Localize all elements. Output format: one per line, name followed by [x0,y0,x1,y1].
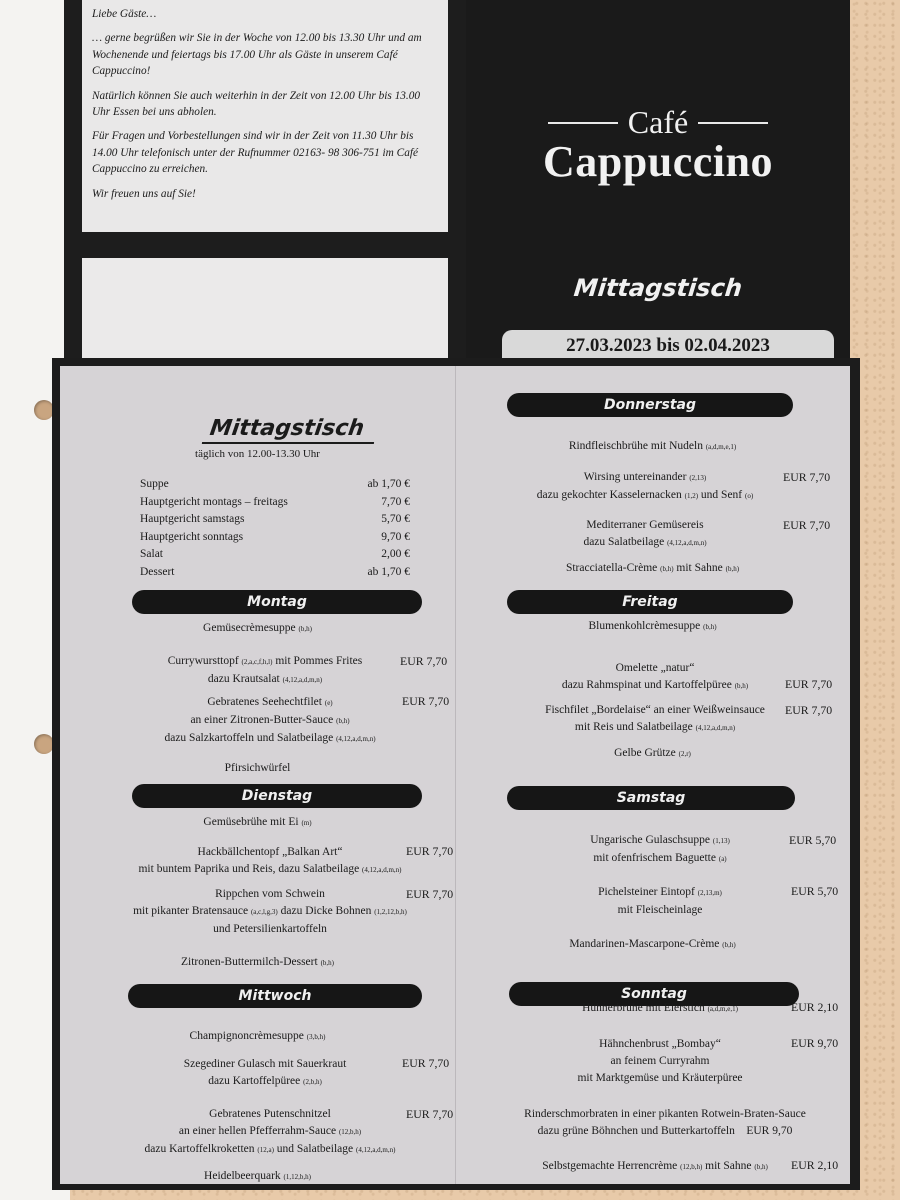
freitag-dish-2 [485,702,825,737]
allergen-codes: (b,h) [725,565,740,573]
allergen-codes: (2,a,c,f,h,l) [241,658,273,666]
dish-text: dazu grüne Böhnchen und Butterkartoffeln [537,1125,735,1137]
montag-soup [60,620,455,638]
allergen-codes: (4,12,a,d,m,n) [362,866,402,874]
allergen-codes: (2,b,h) [303,1078,322,1086]
allergen-codes: (o) [745,492,754,500]
mittwoch-dish-2 [100,1106,440,1159]
dish-text: Heidelbeerquark [204,1170,281,1182]
dish-text: Hähnchenbrust „Bombay“ [599,1038,721,1050]
freitag-dish-2-price: EUR 7,70 [785,703,833,717]
welcome-card [64,0,466,236]
dish-text: und Salatbeilage [276,1143,354,1155]
price-value: ab 1,70 € [367,478,410,490]
welcome-note [82,0,448,232]
dienstag-dish-2-price: EUR 7,70 [406,887,454,901]
dish-text: dazu gekochter Kasselernacken [536,489,682,501]
menu-cover [466,0,850,364]
allergen-codes: (1,13) [712,837,730,845]
dish-text: mit ofenfrischem Baguette [593,852,716,864]
sonntag-dish-1 [515,1036,805,1087]
donnerstag-dish-2-price: EUR 7,70 [783,518,831,532]
blank-card [64,236,466,364]
montag-dessert: Pfirsichwürfel [224,762,291,774]
sonntag-soup-price: EUR 2,10 [791,1000,839,1014]
price-row [140,496,410,514]
dish-text: dazu Kartoffelpüree [208,1075,301,1087]
dish-text: Zitronen-Buttermilch-Dessert [181,956,318,968]
dish-text: mit Pommes Frites [275,655,363,667]
allergen-codes: (b,h) [734,682,749,690]
allergen-codes: (2,13,m) [697,889,722,897]
dienstag-dish-1-price: EUR 7,70 [406,844,454,858]
dish-text: Rippchen vom Schwein [215,888,325,900]
donnerstag-dish-1-price: EUR 7,70 [783,470,831,484]
freitag-dish-1 [495,660,815,695]
samstag-dish-2-price: EUR 5,70 [791,884,839,898]
allergen-codes: (4,12,a,d,m,n) [695,724,736,732]
dish-text: Szegediner Gulasch mit Sauerkraut [183,1058,347,1070]
note-paragraph-pickup: Natürlich können Sie auch weiterhin in der Zeit von 12.00 Uhr bis 13.00 Uhr Essen bei uns abholen. [92,89,421,119]
samstag-dish-1-price: EUR 5,70 [789,833,837,847]
day-bar-samstag: Samstag [507,786,795,810]
dienstag-dish-2 [90,886,450,938]
sonntag-soup [515,1000,805,1018]
price-item: Suppe [140,478,169,490]
allergen-codes: (b,h) [320,959,334,967]
allergen-codes: (a,c,l,g,3) [250,908,278,916]
dish-text: mit Marktgemüse und Kräuterpüree [577,1072,743,1084]
dish-text: dazu Dicke Bohnen [280,905,372,917]
day-bar-montag: Montag [132,590,422,614]
price-item: Hauptgericht samstags [140,513,245,525]
allergen-codes: (2,r) [678,750,691,758]
mittagstisch-hours: täglich von 12.00-13.30 Uhr [195,448,320,460]
allergen-codes: (b,h) [754,1163,768,1171]
price-value: 9,70 € [381,530,410,543]
dish-text: Gebratenes Putenschnitzel [209,1108,331,1120]
samstag-dish-1 [515,832,805,868]
allergen-codes: (3,b,h) [306,1033,326,1041]
day-bar-mittwoch: Mittwoch [128,984,422,1008]
sonntag-dish-1-price: EUR 9,70 [791,1036,839,1050]
dish-text: dazu Salzkartoffeln und Salatbeilage [164,732,334,744]
dish-text: Pichelsteiner Eintopf [598,886,695,898]
blank-card-inner [82,258,448,358]
allergen-codes: (4,12,a,d,m,n) [355,1146,396,1154]
allergen-codes: (12,a) [257,1146,274,1154]
dish-text: mit buntem Paprika und Reis, dazu Salatbeilage [138,863,360,875]
menu-inner [60,366,850,1184]
price-item: Salat [140,548,163,560]
dish-text: mit Sahne [705,1160,752,1172]
cover-rule-right [698,122,768,124]
donnerstag-dessert [455,560,850,578]
montag-dish-2 [120,694,420,748]
dish-text: Fischfilet „Bordelaise“ an einer Weißweinsauce [545,704,765,716]
mittwoch-soup [60,1028,455,1046]
dish-text: Rindfleischbrühe mit Nudeln [568,440,703,452]
price-row [140,513,410,531]
note-greeting: Liebe Gäste… [92,8,157,20]
mittagstisch-title: Mittagstisch [208,416,366,441]
note-paragraph-contact: Für Fragen und Vorbestellungen sind wir in der Zeit von 11.30 Uhr bis 14.00 Uhr telefonisch unter der Rufnummer 02163- 98 306-751 im Café Cappuccino zu erreichen. [92,130,419,176]
dish-text: Selbstgemachte Herrencrème [542,1160,678,1172]
allergen-codes: (b,h) [298,625,312,633]
dish-text: Blumenkohlcrèmesuppe [588,620,701,632]
price-value: 7,70 € [381,495,410,508]
dish-text: Stracciatella-Crème [565,562,658,574]
dish-text: mit pikanter Bratensauce [133,905,249,917]
dish-text: mit Fleischeinlage [617,904,703,916]
price-item: Hauptgericht sonntags [140,530,244,543]
dish-text: und Petersilienkartoffeln [213,923,327,935]
dish-text: Omelette „natur“ [615,662,695,674]
dienstag-soup [60,814,455,832]
price-row [140,566,410,584]
allergen-codes: (b,h) [336,717,350,725]
donnerstag-soup [455,438,850,456]
allergen-codes: (2,13) [689,474,707,482]
dish-text: Hackbällchentopf „Balkan Art“ [197,846,343,858]
punch-hole [34,734,54,754]
freitag-soup [455,618,850,636]
dish-text: dazu Krautsalat [207,673,280,685]
dish-text: an feinem Curryrahm [610,1055,710,1067]
cover-subtitle: Mittagstisch [572,274,744,302]
day-bar-donnerstag: Donnerstag [507,393,793,417]
allergen-codes: (m) [301,819,312,827]
allergen-codes: (a,d,m,e,1) [705,443,737,451]
allergen-codes: (b,h) [660,565,674,573]
dienstag-dessert [60,954,455,972]
allergen-codes: (a) [718,855,727,863]
sonntag-dish-2 [475,1106,855,1140]
dish-text: Currywursttopf [167,655,239,667]
day-bar-dienstag: Dienstag [132,784,422,808]
dish-text: Ungarische Gulaschsuppe [590,834,710,846]
price-table [140,478,410,583]
price-row [140,478,410,496]
price-row [140,531,410,549]
day-bar-sonntag: Sonntag [509,982,799,1006]
freitag-dish-1-price: EUR 7,70 [785,677,833,691]
dish-text: Rinderschmorbraten in einer pikanten Rotwein-Braten-Sauce [524,1108,806,1120]
mittwoch-dish-1-price: EUR 7,70 [402,1056,450,1070]
mittwoch-dish-1 [120,1056,410,1091]
dish-text: Mediterraner Gemüsereis [586,519,704,531]
dish-text: dazu Kartoffelkroketten [144,1143,255,1155]
sonntag-dish-2-price: EUR 9,70 [746,1125,793,1137]
sonntag-dessert [475,1158,835,1176]
allergen-codes: (12,b,h) [338,1128,362,1136]
dish-text: Hühnerbrühe mit Eierstich [582,1002,705,1014]
left-column [60,366,455,1184]
dish-text: an einer hellen Pfefferrahm-Sauce [178,1125,337,1137]
dish-text: und Senf [700,489,743,501]
mittwoch-dish-2-price: EUR 7,70 [406,1107,454,1121]
dish-text: dazu Salatbeilage [583,536,665,548]
allergen-codes: (4,12,a,d,m,n) [667,539,707,547]
allergen-codes: (b,h) [722,941,736,949]
dish-text: Gelbe Grütze [614,747,676,759]
allergen-codes: (1,12,b,h) [283,1173,311,1181]
dish-text: Gemüsecrèmesuppe [203,622,296,634]
day-bar-freitag: Freitag [507,590,793,614]
price-item: Hauptgericht montags – freitags [140,495,288,508]
montag-dish-1-price: EUR 7,70 [400,654,448,668]
price-item: Dessert [140,565,175,578]
dish-text: dazu Rahmspinat und Kartoffelpüree [561,679,732,691]
montag-dish-1 [120,653,410,689]
dish-text: mit Sahne [676,562,723,574]
dish-text: Gemüsebrühe mit Ei [203,816,299,828]
samstag-dish-2 [515,884,805,919]
freitag-dessert [455,745,850,763]
price-row [140,548,410,566]
allergen-codes: (12,b,h) [680,1163,703,1171]
punch-hole [34,400,54,420]
allergen-codes: (4,12,a,d,m,n) [282,676,323,684]
dish-text: an einer Zitronen-Butter-Sauce [190,714,334,726]
allergen-codes: (1,2) [684,492,699,500]
allergen-codes: (4,12,a,d,m,n) [336,735,376,743]
dish-text: Wirsing untereinander [583,471,687,483]
mittwoch-dessert [60,1168,455,1186]
right-column [455,366,850,1184]
dish-text: mit Reis und Salatbeilage [574,721,693,733]
dish-text: Gebratenes Seehechtfilet [207,696,322,708]
montag-dish-2-price: EUR 7,70 [402,694,450,708]
price-value: 5,70 € [381,513,410,525]
allergen-codes: (a,d,m,e,1) [707,1005,738,1013]
cover-cafe-word: Café [627,104,689,140]
cover-rule-left [548,122,618,124]
note-paragraph-hours: … gerne begrüßen wir Sie in der Woche von 12.00 bis 13.30 Uhr und am Wochenende und feiertags bis 17.00 Uhr als Gäste in unserem Café Cappuccino! [92,32,422,78]
cover-date-range: 27.03.2023 bis 02.04.2023 [502,330,834,360]
cover-cafe-name: Cappuccino [543,137,773,186]
allergen-codes: (e) [324,699,333,707]
donnerstag-dish-2 [495,517,795,552]
dish-text: Champignoncrèmesuppe [189,1030,304,1042]
sonntag-dessert-price: EUR 2,10 [791,1158,839,1172]
note-closing: Wir freuen uns auf Sie! [92,187,196,200]
price-value: ab 1,70 € [367,565,410,578]
menu-sheet [52,358,860,1190]
donnerstag-dish-1 [495,469,795,505]
dish-text: Mandarinen-Mascarpone-Crème [569,938,720,950]
samstag-dessert [455,936,850,954]
price-value: 2,00 € [381,548,410,560]
dienstag-dish-1 [100,844,440,879]
allergen-codes: (1,2,12,b,h) [374,908,407,916]
allergen-codes: (b,h) [703,623,717,631]
